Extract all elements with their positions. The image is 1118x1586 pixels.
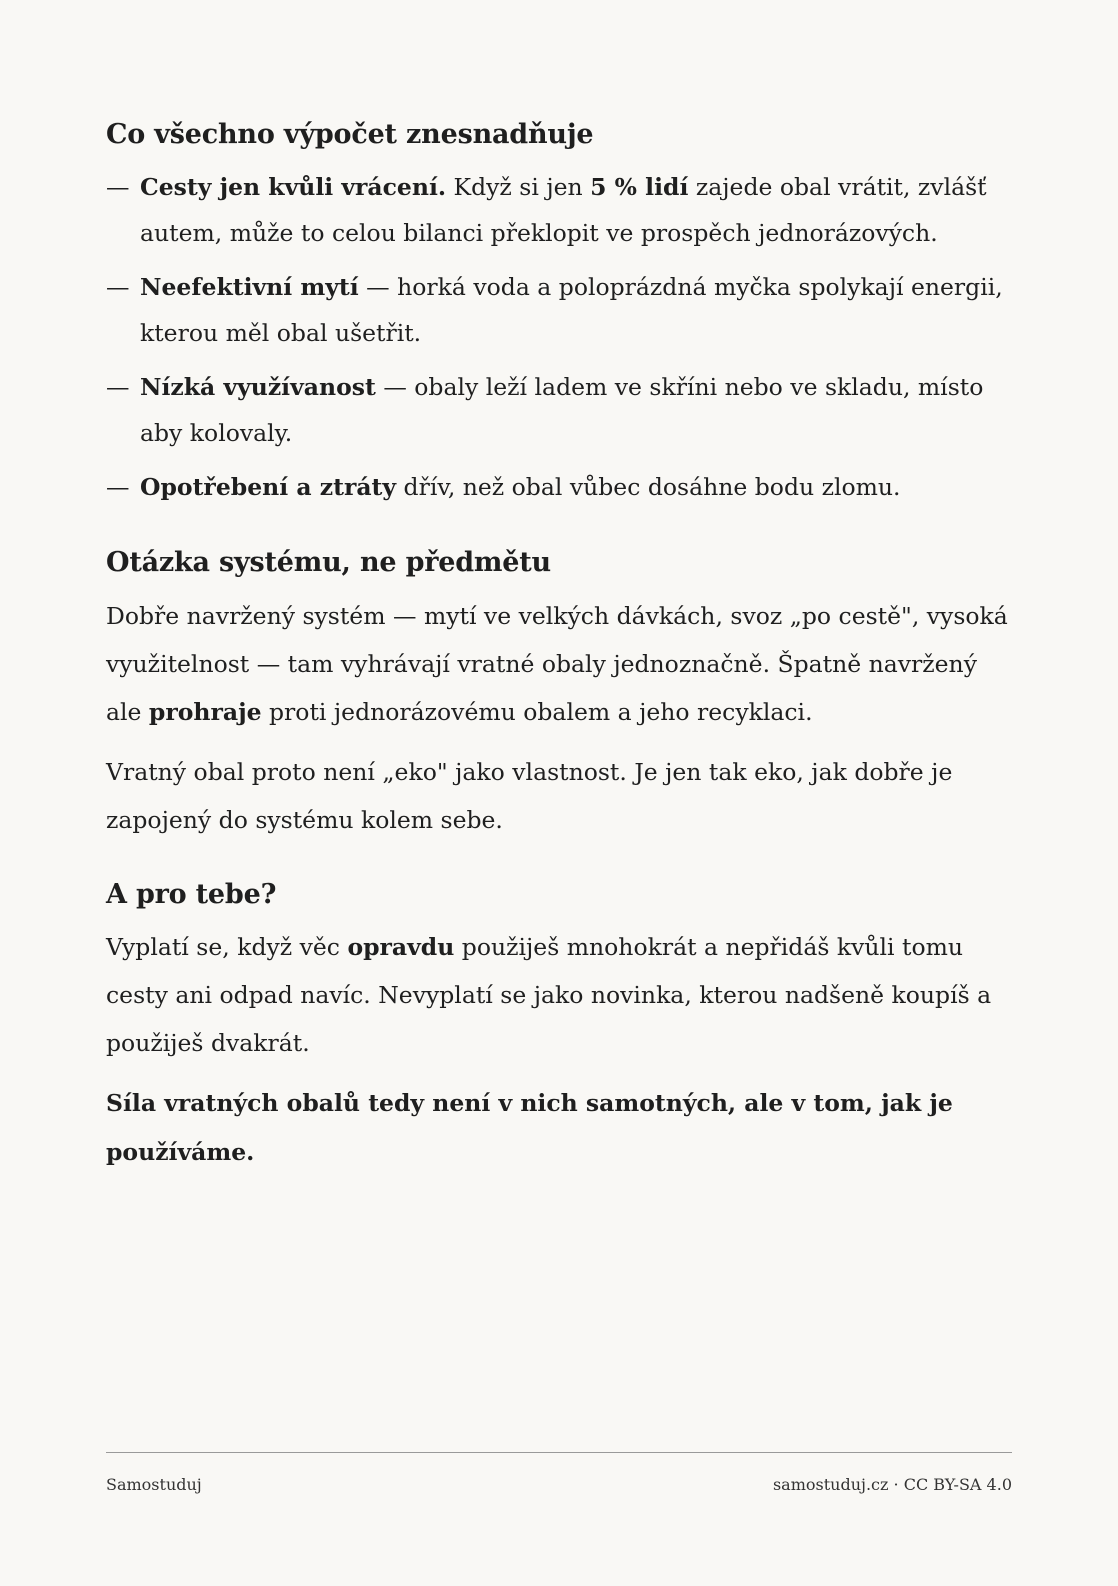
complications-list: [106, 164, 1012, 510]
paragraph: Vratný obal proto není „eko" jako vlastnost. Je jen tak eko, jak dobře je zapojený do systému kolem sebe.: [106, 757, 953, 834]
list-item: [106, 464, 1012, 510]
list-item: [106, 364, 1012, 456]
paragraph-text: proti jednorázovému obalem a jeho recyklaci.: [261, 697, 813, 726]
paragraph-bold: prohraje: [148, 697, 262, 726]
paragraph: [106, 923, 1012, 1067]
dash-bullet: —: [106, 372, 130, 401]
paragraph-text: použiješ mnohokrát a nepřidáš kvůli tomu cesty ani odpad navíc. Nevyplatí se jako novinka, kterou nadšeně koupíš a použiješ dvakrát.: [106, 933, 992, 1058]
paragraph-text: Dobře navržený systém — mytí ve velkých dávkách, svoz „po cestě", vysoká využitelnost — tam vyhrávají vratné obaly jednoznačně. Špatně navržený ale: [106, 601, 1008, 726]
list-item: [106, 164, 1012, 256]
item-bold-lead: Neefektivní mytí: [140, 272, 359, 301]
section-heading: A pro tebe?: [106, 878, 277, 910]
conclusion-paragraph: Síla vratných obalů tedy není v nich samotných, ale v tom, jak je používáme.: [106, 1089, 953, 1167]
paragraph: [106, 592, 1012, 736]
dash-bullet: —: [106, 472, 130, 501]
item-text: — horká voda a poloprázdná myčka spolykají energii, kterou měl obal ušetřit.: [140, 272, 1003, 347]
paragraph-text: Vyplatí se, když věc: [106, 933, 348, 962]
item-text: dřív, než obal vůbec dosáhne bodu zlomu.: [396, 472, 901, 501]
footer-license: samostuduj.cz · CC BY-SA 4.0: [772, 1475, 1012, 1494]
dash-bullet: —: [106, 172, 130, 201]
item-bold-lead: Cesty jen kvůli vrácení.: [140, 172, 447, 201]
page-footer: [106, 1452, 1012, 1494]
item-bold-lead: Nízká využívanost: [140, 372, 376, 401]
section-system-question: [106, 546, 1012, 844]
dash-bullet: —: [106, 272, 130, 301]
item-bold-lead: Opotřebení a ztráty: [140, 472, 397, 501]
item-text: Když si jen: [446, 172, 591, 201]
item-bold-inline: 5 % lidí: [590, 172, 689, 201]
section-for-you: [106, 878, 1012, 1178]
section-heading: Otázka systému, ne předmětu: [106, 546, 551, 578]
item-text: — obaly leží ladem ve skříni nebo ve skladu, místo aby kolovaly.: [140, 372, 984, 447]
paragraph-bold: opravdu: [347, 933, 455, 962]
section-heading: Co všechno výpočet znesnadňuje: [106, 119, 594, 150]
footer-brand: Samostuduj: [106, 1475, 202, 1494]
section-calculation-complications: [106, 118, 1012, 510]
document-page: [106, 118, 1012, 1211]
item-text: zajede obal vrátit, zvlášť autem, může to celou bilanci překlopit ve prospěch jednorázových.: [140, 172, 987, 247]
list-item: [106, 264, 1012, 356]
